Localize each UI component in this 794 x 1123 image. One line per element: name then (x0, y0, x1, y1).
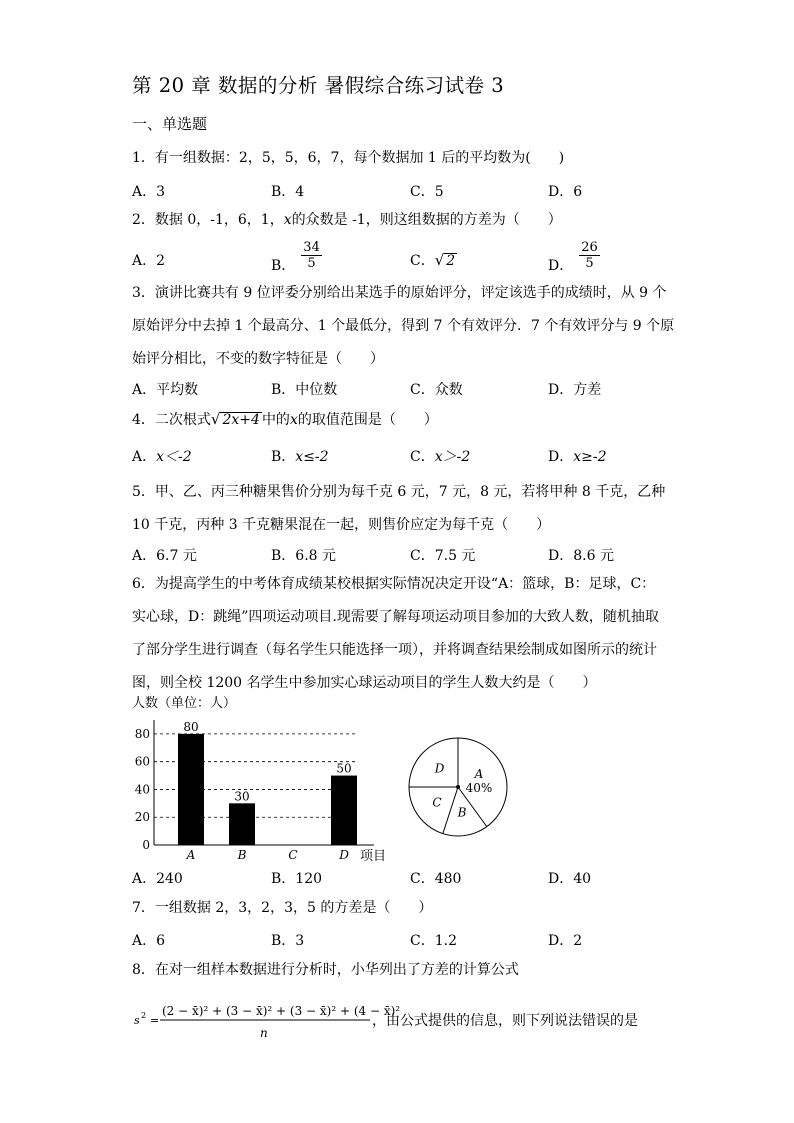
question-text: 8．在对一组样本数据进行分析时，小华列出了方差的计算公式 (132, 962, 519, 978)
y-tick-label: 0 (142, 838, 150, 852)
y-tick-label: 80 (134, 726, 150, 741)
question-7 (132, 892, 664, 925)
question-text-end: 的取值范围是（ ） (297, 412, 438, 428)
fraction-numerator: 34 (303, 240, 320, 255)
formula-tail: ，由公式提供的信息，则下列说法错误的是 (372, 1013, 638, 1029)
option-d[interactable]: D．2 (548, 933, 583, 949)
option-d-label: D． (548, 257, 574, 274)
bar-chart (128, 712, 398, 862)
question-text-line: 原始评分中去掉 1 个最高分、1 个最低分，得到 7 个有效评分．7 个有效评分与 9 个原 (132, 318, 675, 334)
x-tick-label: C (288, 848, 298, 862)
option-b[interactable] (271, 446, 329, 466)
option-b[interactable]: B．中位数 (271, 382, 338, 398)
option-a[interactable] (132, 446, 192, 466)
question-text: 4．二次根式 (132, 412, 211, 428)
pie-label-d: D (434, 761, 445, 776)
question-4-options (132, 446, 672, 476)
formula-lhs-exponent: 2 (141, 1011, 147, 1020)
variance-formula (132, 998, 652, 1043)
radicand: 2x+4 (222, 412, 260, 428)
question-text-cont: 的众数是 -1，则这组数据的方差为（ ） (291, 212, 562, 228)
option-d[interactable]: D．6 (548, 184, 583, 200)
pie-chart (404, 735, 514, 845)
option-c-label: C． (410, 449, 435, 465)
option-c[interactable] (410, 446, 470, 466)
question-text: 1．有一组数据：2，5，5，6，7，每个数据加 1 后的平均数为( ) (132, 150, 565, 166)
pie-slice-boundary (443, 787, 458, 834)
radicand: 2 (446, 253, 456, 269)
option-c[interactable] (410, 250, 457, 270)
fraction-denominator: 5 (307, 256, 316, 271)
x-tick-label: D (339, 848, 349, 862)
x-tick-label: A (186, 848, 196, 862)
question-text-line: 10 千克，丙种 3 千克糖果混在一起，则售价应定为每千克（ ） (132, 517, 551, 533)
option-b-math: x≤-2 (295, 449, 329, 465)
bar-data-label: 30 (234, 789, 250, 804)
formula-denominator: n (260, 1026, 268, 1040)
question-text: 7．一组数据 2，3，2，3，5 的方差是（ ） (132, 900, 433, 916)
option-a-math: x＜-2 (156, 449, 192, 465)
option-c[interactable]: C．5 (410, 184, 444, 200)
option-b[interactable]: B．120 (271, 871, 323, 887)
formula-lhs: s (134, 1014, 140, 1027)
radical-sign: √ (210, 410, 221, 428)
pie-center (456, 785, 460, 789)
formula-numerator: (2 − x̄)² + (3 − x̄)² + (3 − x̄)² + (4 − x̄)² (162, 1004, 401, 1018)
option-c-math: x＞-2 (434, 449, 471, 465)
question-text-line: 5．甲、乙、丙三种糖果售价分别为每千克 6 元，7 元，8 元，若将甲种 8 千克，乙种 (132, 484, 666, 500)
bar-b (229, 803, 255, 845)
option-a[interactable]: A．6.7 元 (132, 548, 197, 564)
question-1 (132, 142, 664, 175)
option-d[interactable]: D．40 (548, 871, 592, 887)
question-6 (132, 568, 664, 700)
fraction-denominator: 5 (585, 256, 594, 271)
question-2 (132, 204, 664, 237)
option-b[interactable]: B．3 (271, 933, 305, 949)
bar-data-label: 50 (336, 761, 352, 776)
option-d[interactable] (548, 240, 600, 274)
question-text-line: 实心球，D：跳绳”四项运动项目.现需要了解每项运动项目参加的大致人数，随机抽取 (132, 609, 659, 625)
y-tick-label: 20 (134, 810, 150, 825)
variable-x: x (283, 212, 292, 228)
option-a[interactable]: A．240 (132, 871, 183, 887)
y-tick-label: 40 (134, 782, 150, 797)
option-a[interactable]: A．3 (132, 184, 166, 200)
fraction-numerator: 26 (581, 240, 598, 255)
option-d-math: x≥-2 (573, 449, 607, 465)
pie-value-label: 40% (465, 781, 493, 796)
radical-sign: √ (434, 251, 445, 269)
section-heading: 一、单选题 (132, 115, 208, 133)
fraction (579, 240, 600, 271)
question-text-cont: 中的 (261, 412, 290, 428)
bar-a (178, 734, 204, 845)
bar-chart-ylabel: 人数（单位：人） (132, 696, 237, 711)
option-b[interactable]: B．4 (271, 184, 305, 200)
option-a[interactable]: A．平均数 (132, 382, 199, 398)
option-b[interactable]: B．6.8 元 (271, 548, 337, 564)
question-4 (132, 403, 664, 437)
option-c[interactable]: C．1.2 (410, 933, 457, 949)
question-8 (132, 954, 664, 987)
variable-x: x (289, 412, 298, 428)
question-text-line: 图，则全校 1200 名学生中参加实心球运动项目的学生人数大约是（ ） (132, 675, 597, 691)
option-b-label: B． (271, 449, 296, 465)
question-text-line: 了部分学生进行调查（每名学生只能选择一项），并将调查结果绘制成如图所示的统计 (132, 642, 657, 658)
question-text-line: 始评分相比，不变的数字特征是（ ） (132, 351, 384, 367)
option-c-label: C． (410, 253, 435, 269)
fraction (301, 240, 322, 271)
bar-d (331, 776, 357, 845)
pie-label-a: A (474, 767, 484, 782)
question-3 (132, 277, 675, 376)
option-a-label: A． (132, 449, 157, 465)
option-b[interactable] (271, 240, 322, 274)
option-c[interactable]: C．480 (410, 871, 462, 887)
option-d[interactable]: D．方差 (548, 382, 602, 398)
option-a[interactable]: A．6 (132, 933, 166, 949)
question-text-line: 6．为提高学生的中考体育成绩某校根据实际情况决定开设“A：篮球，B：足球，C： (132, 576, 656, 592)
y-tick-label: 60 (134, 754, 150, 769)
question-text: 2．数据 0，-1，6，1， (132, 212, 284, 228)
option-d-label: D． (548, 449, 574, 465)
option-a[interactable]: A．2 (132, 253, 166, 269)
page-title: 第 20 章 数据的分析 暑假综合练习试卷 3 (132, 74, 505, 97)
option-c[interactable]: C．7.5 元 (410, 548, 476, 564)
bar-data-label: 80 (183, 719, 199, 734)
pie-label-b: B (457, 805, 467, 820)
option-c[interactable]: C．众数 (410, 382, 463, 398)
option-b-label: B． (271, 257, 296, 274)
option-d[interactable] (548, 446, 607, 466)
x-tick-label: B (237, 848, 247, 862)
option-d[interactable]: D．8.6 元 (548, 548, 614, 564)
question-2-options (132, 240, 672, 276)
question-text-line: 3．演讲比赛共有 9 位评委分别给出某选手的原始评分，评定该选手的成绩时，从 9 个 (132, 285, 667, 301)
formula-equals: = (150, 1014, 160, 1027)
question-5 (132, 476, 664, 542)
x-axis-label: 项目 (360, 849, 387, 862)
pie-label-c: C (432, 795, 442, 810)
